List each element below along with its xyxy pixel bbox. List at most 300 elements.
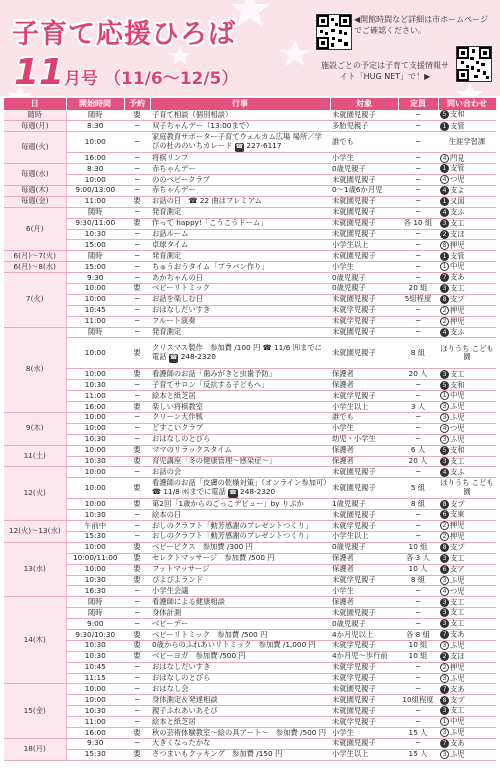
target-cell: 未就園児親子	[330, 110, 398, 121]
event-cell	[150, 553, 330, 564]
column-header-capacity: 定員	[398, 98, 438, 110]
facility-number-badge: 5	[440, 381, 449, 390]
time-cell: 9:30	[66, 738, 124, 749]
contact-cell	[438, 564, 496, 575]
event-cell	[150, 185, 330, 196]
target-cell: 多胎児親子	[330, 121, 398, 132]
facility-number-badge: 7	[440, 739, 449, 748]
facility-number-badge: 4	[440, 208, 449, 217]
table-row	[4, 380, 496, 391]
date-cell: 毎週(火)	[4, 132, 66, 164]
table-row	[4, 273, 496, 284]
reservation-cell: −	[124, 164, 150, 175]
contact-cell	[438, 478, 496, 499]
reservation-cell: 要	[124, 749, 150, 760]
capacity-cell: 15 人	[398, 749, 438, 760]
facility-name: ふ児	[450, 412, 465, 422]
reservation-cell: −	[124, 153, 150, 164]
capacity-cell: 10 組	[398, 542, 438, 553]
event-cell	[150, 575, 330, 586]
table-row	[4, 738, 496, 749]
facility-number-badge: 1	[440, 164, 449, 173]
facility-name: 支工	[450, 553, 465, 563]
contact-cell	[438, 391, 496, 402]
event-cell	[150, 369, 330, 380]
contact-cell	[438, 510, 496, 521]
target-cell: 小学生以上	[330, 240, 398, 251]
facility-name: 門見	[450, 153, 465, 163]
event-text: おはなしだいすき	[152, 662, 211, 672]
table-row	[4, 553, 496, 564]
facility-name: 支和	[450, 110, 465, 119]
time-cell: 10:30	[66, 456, 124, 467]
reservation-cell: 要	[124, 196, 150, 207]
facility-number-badge: 2	[440, 521, 449, 530]
table-row	[4, 412, 496, 423]
table-row	[4, 684, 496, 695]
capacity-cell: 各 3 人	[398, 553, 438, 564]
event-text: クリスマス製作 参加費 /100 円 ☎ 11/6 ㈪までに電話	[152, 343, 322, 361]
reservation-cell: −	[124, 294, 150, 305]
date-cell: 15(金)	[4, 684, 66, 738]
event-text: おはなしのとびら	[152, 673, 211, 683]
target-cell: 未就学児親子	[330, 640, 398, 651]
contact-cell	[438, 153, 496, 164]
capacity-cell: −	[398, 251, 438, 262]
event-cell	[150, 305, 330, 316]
event-text: ベビービクス 参加費 /300 円	[152, 542, 253, 552]
time-cell: 16:00	[66, 153, 124, 164]
contact-cell	[438, 717, 496, 728]
reservation-cell: 要	[124, 445, 150, 456]
event-cell	[150, 132, 330, 153]
event-cell	[150, 749, 330, 760]
facility-name: 支工	[450, 218, 465, 228]
time-cell: 随時	[66, 207, 124, 218]
capacity-cell: −	[398, 467, 438, 478]
note-city-website: ◀開館時間など詳細は市ホームページでご確認ください。	[354, 15, 488, 35]
capacity-cell: −	[398, 521, 438, 532]
target-cell: 保護者	[330, 597, 398, 608]
contact-cell	[438, 673, 496, 684]
facility-number-badge: 8	[440, 696, 449, 705]
event-cell	[150, 510, 330, 521]
facility-name: ふ児	[450, 749, 465, 759]
contact-cell	[438, 619, 496, 630]
contact-cell	[438, 521, 496, 532]
facility-name: 支あ	[450, 738, 465, 748]
facility-number-badge: 4	[440, 328, 449, 337]
table-row	[4, 706, 496, 717]
date-cell: 毎週(水)	[4, 164, 66, 186]
column-header-target: 対象	[330, 98, 398, 110]
facility-name: つ児	[450, 174, 465, 184]
contact-cell	[438, 445, 496, 456]
target-cell: 小学生	[330, 153, 398, 164]
time-cell: 15:00	[66, 262, 124, 273]
target-cell: 小学生	[330, 423, 398, 434]
time-cell: 10:00	[66, 478, 124, 499]
date-range: （11/6〜12/5）	[104, 69, 239, 89]
contact-cell	[438, 262, 496, 273]
contact-cell	[438, 662, 496, 673]
event-text: おしのクラフト「動芳感謝のプレゼントつくり」	[152, 520, 313, 530]
contact-cell	[438, 706, 496, 717]
phone-number: 227-6117	[246, 140, 282, 150]
facility-number-badge: 3	[440, 619, 449, 628]
time-cell: 15:30	[66, 749, 124, 760]
event-text: お話の日 ☎ 22 曲はプレミアム	[152, 196, 262, 206]
reservation-cell: −	[124, 121, 150, 132]
contact-cell	[438, 728, 496, 739]
contact-cell	[438, 651, 496, 662]
capacity-cell: −	[398, 262, 438, 273]
table-row	[4, 575, 496, 586]
time-cell: 10:00	[66, 338, 124, 369]
reservation-cell: −	[124, 423, 150, 434]
event-cell	[150, 695, 330, 706]
facility-name: 支東	[450, 509, 465, 519]
capacity-cell: 8 組	[398, 575, 438, 586]
facility-name: 又図	[450, 196, 465, 206]
time-cell: 9:30	[66, 273, 124, 284]
event-cell	[150, 251, 330, 262]
time-cell: 11:00	[66, 391, 124, 402]
contact-cell	[438, 630, 496, 641]
event-text: 楽しい将棋教室	[152, 401, 204, 411]
target-cell: 小学生	[330, 586, 398, 597]
target-cell: 0歳児親子	[330, 273, 398, 284]
header-banner	[0, 0, 500, 96]
capacity-cell: 10 人	[398, 564, 438, 575]
target-cell: 4か月児以上	[330, 630, 398, 641]
reservation-cell: 要	[124, 640, 150, 651]
capacity-cell: −	[398, 327, 438, 338]
event-cell	[150, 456, 330, 467]
time-cell: 10:00	[66, 132, 124, 153]
reservation-cell: −	[124, 327, 150, 338]
reservation-cell: −	[124, 586, 150, 597]
target-cell: 未就学児親子	[330, 673, 398, 684]
capacity-cell: −	[398, 229, 438, 240]
target-cell: 保護者	[330, 369, 398, 380]
facility-number-badge: 1	[440, 262, 449, 271]
time-cell: 10:30	[66, 706, 124, 717]
facility-name: 支ふ	[450, 327, 465, 337]
event-cell	[150, 412, 330, 423]
facility-name: 支管	[450, 163, 465, 173]
capacity-cell: −	[398, 164, 438, 175]
event-cell	[150, 196, 330, 207]
contact-cell	[438, 738, 496, 749]
event-text: 絵本の日	[152, 509, 182, 519]
table-row	[4, 283, 496, 294]
time-cell: 10:30	[66, 434, 124, 445]
date-cell: 8(水)	[4, 327, 66, 412]
target-cell: 未就園児親子	[330, 510, 398, 521]
facility-name: 支よ	[450, 185, 465, 195]
reservation-cell: −	[124, 434, 150, 445]
reservation-cell: −	[124, 695, 150, 706]
table-row	[4, 207, 496, 218]
contact-cell	[438, 305, 496, 316]
event-cell	[150, 423, 330, 434]
capacity-cell: −	[398, 273, 438, 284]
capacity-cell: −	[398, 412, 438, 423]
time-cell: 10:00	[66, 542, 124, 553]
table-row	[4, 175, 496, 186]
facility-name: 支プ	[450, 499, 465, 509]
table-row	[4, 402, 496, 413]
reservation-cell: −	[124, 240, 150, 251]
reservation-cell: −	[124, 673, 150, 684]
contact-cell	[438, 121, 496, 132]
event-text: お話ルーム	[152, 229, 189, 238]
target-cell: 未就園児親子	[330, 251, 398, 262]
facility-number-badge: 1	[440, 122, 449, 131]
target-cell: 保護者	[330, 380, 398, 391]
facility-name: 支ふ	[450, 207, 465, 217]
reservation-cell: 要	[124, 110, 150, 121]
facility-number-badge: 7	[440, 630, 449, 639]
time-cell: 10:00	[66, 695, 124, 706]
facility-name: 支工	[450, 283, 465, 293]
capacity-cell: 20 人	[398, 369, 438, 380]
event-text: ベビーリトミック 参加費 /500 円	[152, 629, 268, 639]
table-row	[4, 391, 496, 402]
reservation-cell: −	[124, 316, 150, 327]
contact-cell	[438, 608, 496, 619]
facility-name: 支和	[450, 380, 465, 390]
facility-number-badge: 4	[440, 154, 449, 163]
capacity-cell: −	[398, 121, 438, 132]
capacity-cell: −	[398, 608, 438, 619]
target-cell: 0歳児親子	[330, 164, 398, 175]
table-row	[4, 316, 496, 327]
table-row	[4, 294, 496, 305]
event-text: 看護師のお話「皮膚の乾燥対策」（オンライン参加可）☎ 11/8 ㈬までに電話	[152, 477, 327, 496]
time-cell: 随時	[66, 251, 124, 262]
table-row	[4, 695, 496, 706]
qr-code-hugnet-icon	[456, 46, 492, 82]
facility-name: 押児	[450, 305, 465, 315]
event-cell	[150, 434, 330, 445]
date-cell: 6(月)〜7(火)	[4, 251, 66, 262]
contact-cell	[438, 380, 496, 391]
table-row	[4, 608, 496, 619]
event-text: どすこいクラブ	[152, 423, 204, 433]
target-cell: 0歳児親子	[330, 619, 398, 630]
target-cell: 保護者	[330, 553, 398, 564]
facility-name: 支あ	[450, 272, 465, 282]
event-cell	[150, 467, 330, 478]
event-cell	[150, 728, 330, 739]
reservation-cell: 要	[124, 630, 150, 641]
capacity-cell: −	[398, 175, 438, 186]
event-cell	[150, 164, 330, 175]
facility-number-badge: 8	[440, 500, 449, 509]
event-text: ベビーリトミック	[152, 283, 210, 293]
table-row	[4, 717, 496, 728]
time-cell: 9:30/10:30	[66, 630, 124, 641]
facility-number-badge: 3	[440, 554, 449, 563]
facility-name: 支プ	[450, 542, 465, 552]
event-cell	[150, 662, 330, 673]
contact-cell	[438, 196, 496, 207]
event-cell	[150, 651, 330, 662]
table-row	[4, 164, 496, 175]
reservation-cell: −	[124, 380, 150, 391]
event-cell	[150, 597, 330, 608]
facility-name: 支和	[450, 445, 465, 455]
time-cell: 10:30	[66, 651, 124, 662]
event-text: おはなし会	[152, 683, 189, 693]
target-cell: 未就園児親子	[330, 229, 398, 240]
event-cell	[150, 153, 330, 164]
facility-name: ふ児	[450, 640, 465, 650]
table-row	[4, 521, 496, 532]
event-text: 家庭教育サポーター子育てウェルカム広場 場所／学びの杜ののいちカレード	[152, 131, 322, 150]
event-cell	[150, 532, 330, 543]
facility-name: 支工	[450, 456, 465, 466]
capacity-cell: −	[398, 673, 438, 684]
facility-name: 押児	[450, 531, 465, 541]
table-row	[4, 218, 496, 229]
reservation-cell: 要	[124, 651, 150, 662]
facility-name: 押児	[450, 520, 465, 530]
table-row	[4, 327, 496, 338]
table-row	[4, 478, 496, 499]
capacity-cell: −	[398, 619, 438, 630]
month-label: 月号	[64, 69, 98, 89]
table-row	[4, 338, 496, 369]
contact-cell	[438, 294, 496, 305]
contact-cell	[438, 218, 496, 229]
event-text: ののベビークラブ	[152, 174, 211, 184]
facility-number-badge: 3	[440, 413, 449, 422]
column-header-reservation: 予約	[124, 98, 150, 110]
capacity-cell: 5組程度	[398, 294, 438, 305]
facility-name: 支あ	[450, 629, 465, 639]
qr-code-city-icon	[316, 14, 352, 50]
capacity-cell: −	[398, 662, 438, 673]
time-cell: 随時	[66, 608, 124, 619]
time-cell: 15:30	[66, 532, 124, 543]
capacity-cell: −	[398, 153, 438, 164]
time-cell: 随時	[66, 327, 124, 338]
date-cell: 14(木)	[4, 597, 66, 684]
facility-number-badge: 5	[440, 110, 449, 119]
contact-cell	[438, 684, 496, 695]
event-text: 看護師のお話「歯みがきと虫歯予防」	[152, 368, 277, 378]
facility-name: 中児	[450, 716, 465, 726]
reservation-cell: −	[124, 684, 150, 695]
capacity-cell: −	[398, 391, 438, 402]
time-cell: 9:00	[66, 619, 124, 630]
capacity-cell: −	[398, 185, 438, 196]
facility-name: 支工	[450, 607, 465, 617]
contact-cell	[438, 553, 496, 564]
target-cell: 未就園児親子	[330, 327, 398, 338]
facility-name: ふ児	[450, 673, 465, 683]
contact-cell	[438, 369, 496, 380]
event-text: 発育測定	[152, 207, 182, 217]
reservation-cell: 要	[124, 499, 150, 510]
reservation-cell: 要	[124, 283, 150, 294]
facility-number-badge: 8	[440, 241, 449, 250]
target-cell: 未就学児親子	[330, 316, 398, 327]
contact-cell	[438, 164, 496, 175]
phone-icon: ☎	[169, 353, 178, 361]
target-cell: 未就園児親子	[330, 695, 398, 706]
time-cell: 10:00	[66, 445, 124, 456]
reservation-cell: 要	[124, 553, 150, 564]
time-cell: 10:00	[66, 283, 124, 294]
facility-number-badge: 2	[440, 663, 449, 672]
event-text: 絵本と紙芝居	[152, 716, 196, 726]
facility-number-badge: 3	[440, 641, 449, 650]
reservation-cell: 要	[124, 575, 150, 586]
contact-cell	[438, 640, 496, 651]
event-text: 卓球タイム	[152, 239, 189, 249]
facility-number-badge: 8	[440, 295, 449, 304]
event-text: 双子ちゃんデー（13:00まで）	[152, 120, 254, 130]
table-row	[4, 153, 496, 164]
capacity-cell: 15 人	[398, 728, 438, 739]
event-text: さつまいもクッキング 参加費 /150 円	[152, 749, 283, 759]
reservation-cell: −	[124, 262, 150, 273]
reservation-cell: −	[124, 251, 150, 262]
contact-cell	[438, 749, 496, 760]
capacity-cell: 10組程度	[398, 695, 438, 706]
table-row	[4, 445, 496, 456]
contact-cell	[438, 575, 496, 586]
date-cell: 12(火)〜13(水)	[4, 521, 66, 543]
event-cell	[150, 338, 330, 369]
time-cell: 16:30	[66, 586, 124, 597]
table-row	[4, 749, 496, 760]
facility-number-badge: 3	[440, 402, 449, 411]
facility-number-badge: 8	[440, 543, 449, 552]
table-row	[4, 121, 496, 132]
event-cell	[150, 262, 330, 273]
reservation-cell: −	[124, 175, 150, 186]
facility-number-badge: 3	[440, 674, 449, 683]
event-cell	[150, 619, 330, 630]
contact-cell	[438, 499, 496, 510]
target-cell: 未就学児親子	[330, 521, 398, 532]
event-text: 親子ふれあいあそび	[152, 705, 218, 715]
capacity-cell: −	[398, 316, 438, 327]
reservation-cell: −	[124, 467, 150, 478]
event-text: あかちゃんの日	[152, 272, 204, 282]
time-cell: 10:00	[66, 369, 124, 380]
target-cell: 未就学児親子	[330, 662, 398, 673]
facility-name: 支工	[450, 705, 465, 715]
table-row	[4, 240, 496, 251]
capacity-cell: 20 組	[398, 283, 438, 294]
facility-number-badge: 3	[440, 370, 449, 379]
facility-number-badge: 6	[440, 510, 449, 519]
table-row	[4, 564, 496, 575]
table-row	[4, 262, 496, 273]
time-cell: 10:00	[66, 412, 124, 423]
event-cell	[150, 684, 330, 695]
event-text: 発育測定	[152, 250, 182, 260]
capacity-cell: −	[398, 434, 438, 445]
target-cell: 小学生	[330, 728, 398, 739]
facility-name: つ児	[450, 586, 465, 596]
